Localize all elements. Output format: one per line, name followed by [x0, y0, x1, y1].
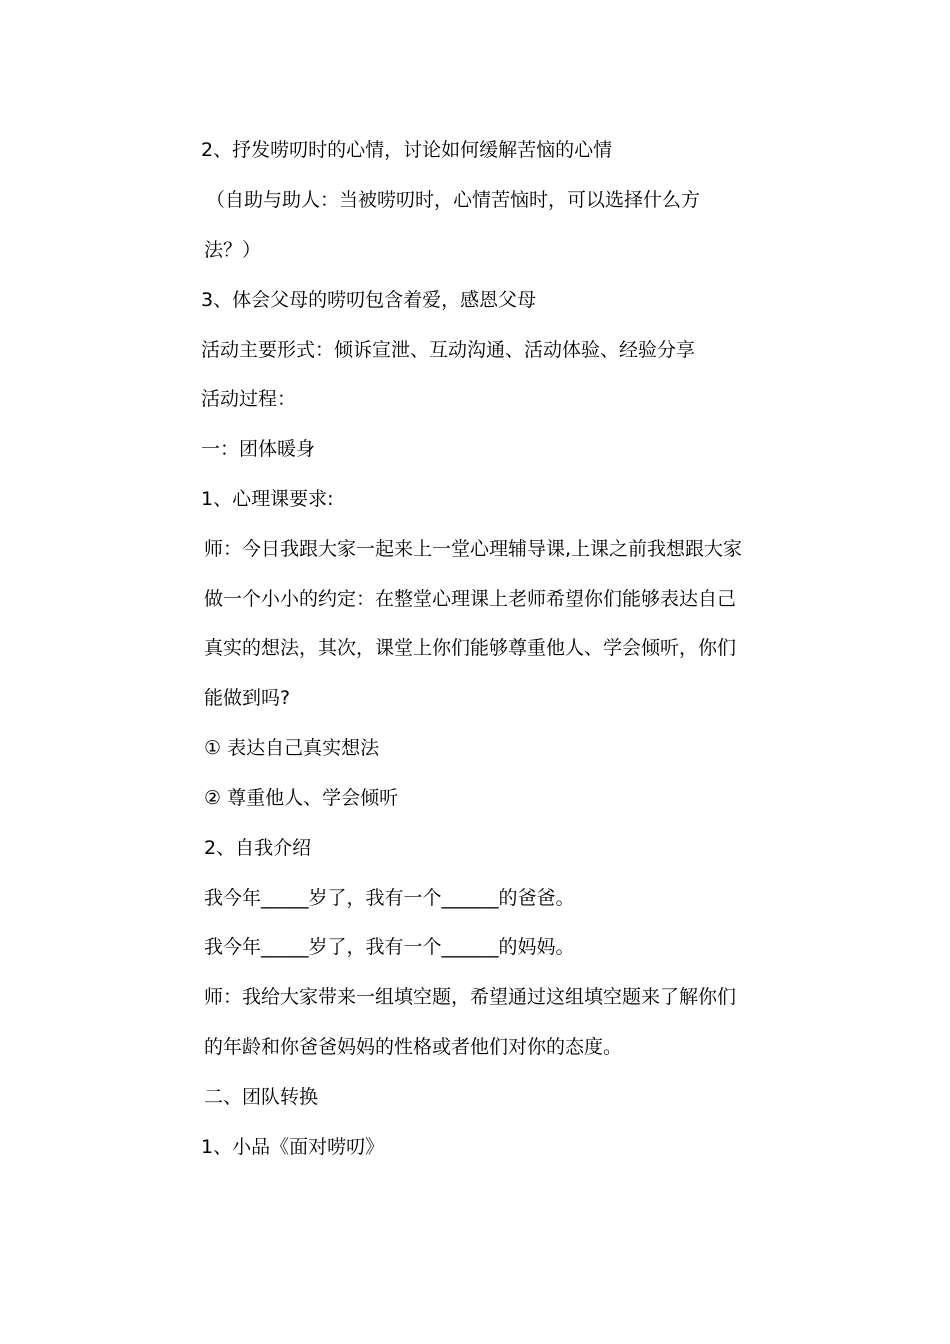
sketch-heading: 1、小品《面对唠叨》	[201, 1136, 385, 1158]
goal-2-detail-line-2: 法？）	[204, 239, 262, 261]
teacher-paragraph-line-4: 能做到吗?	[204, 687, 291, 709]
goal-2-line: 2、抒发唠叨时的心情，讨论如何缓解苦恼的心情	[201, 139, 613, 161]
teacher-paragraph-line-3: 真实的想法，其次，课堂上你们能够尊重他人、学会倾听，你们	[204, 637, 737, 659]
teacher-fill-blank-line-2: 的年龄和你爸爸妈妈的性格或者他们对你的态度。	[204, 1036, 623, 1058]
teacher-fill-blank-line-1: 师：我给大家带来一组填空题，希望通过这组填空题来了解你们	[204, 986, 737, 1008]
fill-blank-mother: 我今年_____岁了，我有一个______的妈妈。	[204, 936, 575, 958]
section-2-heading: 二、团队转换	[204, 1086, 319, 1108]
activity-forms-line: 活动主要形式：倾诉宣泄、互动沟通、活动体验、经验分享	[201, 339, 696, 361]
agreement-item-2: ② 尊重他人、学会倾听	[204, 787, 399, 809]
agreement-item-1: ① 表达自己真实想法	[204, 737, 380, 759]
subsection-2-heading: 2、自我介绍	[204, 837, 312, 859]
goal-2-detail-line-1: （自助与助人：当被唠叨时，心情苦恼时，可以选择什么方	[206, 189, 701, 211]
teacher-paragraph-line-1: 师：今日我跟大家一起来上一堂心理辅导课,上课之前我想跟大家	[204, 538, 743, 560]
teacher-paragraph-line-2: 做一个小小的约定：在整堂心理课上老师希望你们能够表达自己	[204, 588, 737, 610]
fill-blank-father: 我今年_____岁了，我有一个______的爸爸。	[204, 887, 575, 909]
goal-3-line: 3、体会父母的唠叨包含着爱，感恩父母	[201, 289, 537, 311]
activity-process-heading: 活动过程：	[201, 388, 297, 410]
section-1-heading: 一：团体暖身	[201, 438, 316, 460]
subsection-1-heading: 1、心理课要求:	[201, 488, 334, 510]
